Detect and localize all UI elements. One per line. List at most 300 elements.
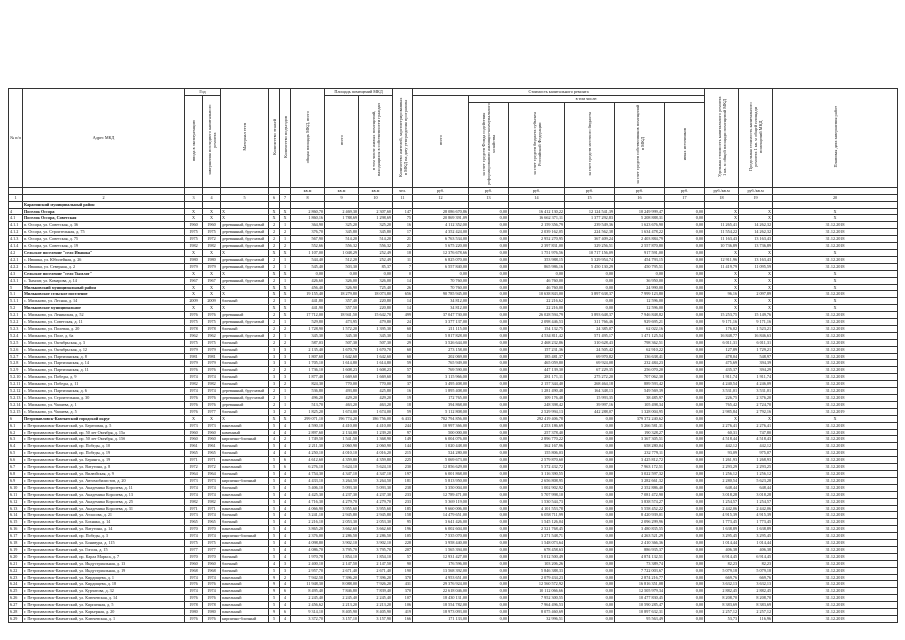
table-cell: 10 112 066,66	[509, 588, 565, 595]
table-cell: X	[773, 415, 898, 422]
table-cell: 0,00	[469, 222, 509, 229]
table-cell: 0,00	[469, 401, 509, 408]
table-cell: 31.12.2018	[773, 332, 898, 339]
table-cell: 707 062,30	[615, 374, 665, 381]
table-cell: 513,70	[291, 401, 325, 408]
table-cell: 12 505 979,34	[615, 588, 665, 595]
table-cell: 5 112 808,00	[413, 408, 469, 415]
table-cell: 0,00	[565, 477, 615, 484]
address-cell: г. Петропавловск-Камчатский, ул. Академика Королева, д. 25	[23, 498, 185, 505]
table-cell: 1974	[203, 588, 221, 595]
table-cell: деревянный, брусчатый	[221, 277, 269, 284]
table-cell: 0,00	[469, 422, 509, 429]
table-cell: 0,00	[665, 263, 705, 270]
header-deadline-text: Плановая дата завершения работ	[832, 106, 838, 168]
table-cell: 60	[393, 353, 413, 360]
table-cell: 62 022,16	[615, 325, 665, 332]
unit-cell: руб.	[509, 187, 565, 194]
header-floors	[269, 89, 280, 188]
address-cell: г. Петропавловск-Камчатский, ул. Курчатова, д. 32	[23, 588, 185, 595]
table-cell: 0,00	[665, 498, 705, 505]
table-cell: 1 970,78	[291, 553, 325, 560]
address-cell: г. Петропавловск-Камчатский, ул. Академика Королева, д. 31	[23, 505, 185, 512]
table-cell: 1973	[203, 422, 221, 429]
table-cell: 442,12	[705, 443, 739, 450]
table-cell: 1974	[203, 512, 221, 519]
table-cell: 3	[280, 360, 291, 367]
table-cell: 0,00	[665, 477, 705, 484]
table-cell: 2	[280, 243, 291, 250]
table-cell: 370	[393, 588, 413, 595]
table-cell: 31.12.2018	[773, 602, 898, 609]
table-cell: X	[280, 312, 291, 319]
table-cell: X	[773, 284, 898, 291]
table-cell: 0,00	[665, 588, 705, 595]
table-cell: 4	[280, 498, 291, 505]
table-cell: 1 107,00	[291, 249, 325, 256]
table-cell: 103 206,26	[509, 560, 565, 567]
table-cell: 4 716,30	[291, 498, 325, 505]
table-cell: 230	[393, 464, 413, 471]
table-cell: 0,00	[469, 256, 509, 263]
table-cell: 1971	[203, 505, 221, 512]
table-cell: 2 376,00	[291, 533, 325, 540]
table-row	[9, 443, 898, 450]
table-cell: 524 280,00	[413, 450, 469, 457]
table-cell: 441,80	[291, 298, 325, 305]
table-row	[9, 560, 898, 567]
address-cell: г. Петропавловск-Камчатский, ул. Кирдищева, д. 18	[23, 581, 185, 588]
table-cell: 2 147,50	[325, 560, 359, 567]
header-cost-owners-text: за счет средств собственников помещений в МКД	[634, 104, 645, 184]
unit-cell	[269, 187, 280, 194]
table-cell: 2	[269, 319, 280, 326]
address-cell: Поселок Оссора, Советская	[23, 215, 185, 222]
table-cell: 5	[269, 546, 280, 553]
table-cell: 34 812,00	[413, 298, 469, 305]
table-cell: 31.12.2018	[773, 360, 898, 367]
table-cell: 31.12.2018	[773, 470, 898, 477]
table-cell: 82,23	[705, 560, 739, 567]
table-cell: 0,00	[469, 484, 509, 491]
table-cell: 1 670,70	[325, 346, 359, 353]
table-cell: 2 874 216,77	[615, 574, 665, 581]
table-cell: 24 505,42	[565, 346, 615, 353]
table-cell: X	[705, 284, 739, 291]
table-cell: 2 957,70	[291, 567, 325, 574]
table-cell: 1961	[185, 443, 203, 450]
table-row	[9, 450, 898, 457]
table-cell: 3 662,60	[359, 526, 393, 533]
table-cell: 0,00	[469, 215, 509, 222]
table-cell: 158	[393, 512, 413, 519]
table-cell	[359, 201, 393, 208]
row-number-cell: 6.3	[9, 436, 23, 443]
table-cell: 1 565 394,00	[413, 546, 469, 553]
table-cell: 0,00	[469, 519, 509, 526]
table-cell: 1 298,69	[359, 215, 393, 222]
table-row	[9, 616, 898, 623]
table-cell: 567,90	[291, 236, 325, 243]
table-cell: 31.12.2018	[773, 457, 898, 464]
table-cell: 2 276,41	[705, 422, 739, 429]
table-cell: 310 628,43	[565, 339, 615, 346]
table-cell: 1965	[203, 450, 221, 457]
row-number-cell	[9, 201, 23, 208]
table-cell: 4	[269, 436, 280, 443]
table-cell: 1 736,10	[291, 367, 325, 374]
table-cell: 2	[269, 236, 280, 243]
table-cell: 5	[269, 519, 280, 526]
table-cell: 15 993,35	[565, 395, 615, 402]
table-cell: 6 763 534,00	[413, 236, 469, 243]
column-number-cell: 13	[469, 194, 509, 201]
table-cell: 12 856 629,00	[413, 464, 469, 471]
header-cost-total-text: всего	[438, 135, 443, 146]
table-cell: 2 671,40	[359, 567, 393, 574]
table-cell: 8 405,90	[325, 609, 359, 616]
table-cell: X	[280, 249, 291, 256]
table-cell: 2 945,80	[325, 512, 359, 519]
table-cell: 157 231,36	[509, 346, 565, 353]
section-row	[9, 415, 898, 422]
table-cell: 0,00	[665, 325, 705, 332]
table-cell	[280, 201, 291, 208]
table-cell: 202 069,00	[413, 353, 469, 360]
table-cell: деревянный, брусчатый	[221, 236, 269, 243]
table-cell: 379 372 240,62	[615, 415, 665, 422]
table-cell: 2 257,12	[739, 609, 773, 616]
address-cell: с. Мильково, ул. Полевая, д. 20	[23, 325, 185, 332]
table-cell: 2009	[203, 298, 221, 305]
table-cell: 60,31	[705, 429, 739, 436]
table-row	[9, 491, 898, 498]
table-cell: 5	[269, 477, 280, 484]
table-row	[9, 256, 898, 263]
table-cell: 3 662,60	[325, 526, 359, 533]
table-cell: 549 569,39	[615, 388, 665, 395]
table-row	[9, 319, 898, 326]
table-cell: 702 794 856,00	[413, 415, 469, 422]
table-cell: 4	[280, 505, 291, 512]
table-cell: 3	[280, 567, 291, 574]
table-cell: 1970	[185, 553, 203, 560]
table-cell: X	[203, 415, 221, 422]
table-cell: 2 286,50	[359, 533, 393, 540]
unit-cell	[203, 187, 221, 194]
table-row	[9, 325, 898, 332]
table-cell: 1978	[203, 325, 221, 332]
table-cell: 7 926,20	[359, 581, 393, 588]
table-cell: 0,00	[565, 574, 615, 581]
table-cell: 186 756,00	[359, 415, 393, 422]
table-cell: 1	[280, 395, 291, 402]
table-cell: 325,20	[325, 222, 359, 229]
table-cell: 10 717 156,09	[565, 249, 615, 256]
table-cell: 0,00	[469, 429, 509, 436]
table-cell: кирпично-блочный	[221, 477, 269, 484]
table-row	[9, 581, 898, 588]
table-cell: 10 638 843,00	[509, 291, 565, 298]
table-cell: блочный	[221, 484, 269, 491]
table-cell: 109 176,48	[509, 395, 565, 402]
table-cell: 6 001 868,00	[413, 470, 469, 477]
unit-cell	[280, 187, 291, 194]
table-cell: 12 911,96	[705, 256, 739, 263]
column-number-cell: 1	[9, 194, 23, 201]
table-cell: 31.12.2018	[773, 464, 898, 471]
table-cell: 463,20	[359, 401, 393, 408]
table-cell: X	[739, 249, 773, 256]
header-area-owned-text: в том числе жилых помещений, находящихся в собственности граждан	[370, 104, 381, 177]
table-row	[9, 546, 898, 553]
table-cell: 4 425,30	[291, 491, 325, 498]
table-cell: 3 955,60	[325, 505, 359, 512]
table-cell	[393, 201, 413, 208]
table-cell: 4	[280, 595, 291, 602]
table-cell: 5 450 130,29	[565, 263, 615, 270]
table-cell: блочный	[221, 353, 269, 360]
table-cell	[269, 201, 280, 208]
table-cell: 0,00	[469, 588, 509, 595]
table-cell: 2 468 232,86	[509, 339, 565, 346]
table-cell: 211 115,00	[413, 325, 469, 332]
table-cell: 116,96	[739, 616, 773, 623]
table-cell: 4	[280, 519, 291, 526]
table-cell: 5 329 954,74	[565, 256, 615, 263]
row-number-cell: 4.1.4	[9, 243, 23, 250]
table-cell: 1 669,60	[325, 374, 359, 381]
address-cell: с. Мильково, ул. Чапаева, д. 5	[23, 408, 185, 415]
table-cell: 499	[393, 312, 413, 319]
table-cell: 82,23	[739, 560, 773, 567]
table-cell: 31.12.2018	[773, 381, 898, 388]
table-cell: 5 369 119,00	[413, 498, 469, 505]
table-cell: 0,00	[565, 470, 615, 477]
table-cell: 3 958 440,00	[413, 540, 469, 547]
header-cost-other-text: иных источников	[682, 127, 688, 160]
table-cell: X	[280, 284, 291, 291]
table-cell: 105	[393, 533, 413, 540]
table-cell: 0,00	[665, 429, 705, 436]
table-cell: 2	[280, 574, 291, 581]
table-cell: 85,37	[359, 263, 393, 270]
table-cell: 1974	[203, 574, 221, 581]
table-cell: 5 675 220,00	[413, 243, 469, 250]
table-cell: 5 624,10	[359, 464, 393, 471]
unit-cell: чел.	[393, 187, 413, 194]
row-number-cell: 6.21	[9, 560, 23, 567]
table-row	[9, 374, 898, 381]
table-row	[9, 553, 898, 560]
table-cell: 1970	[203, 526, 221, 533]
table-cell: 3 022 597,32	[615, 470, 665, 477]
table-cell: 0,00	[413, 270, 469, 277]
table-cell: 4 279,70	[325, 498, 359, 505]
table-cell: 5	[269, 616, 280, 623]
table-cell: 190 328,27	[615, 429, 665, 436]
section-row	[9, 284, 898, 291]
table-cell: 0,00	[469, 319, 509, 326]
row-number-cell: 5.2.2	[9, 319, 23, 326]
table-cell: 16 662 371,11	[509, 215, 565, 222]
table-cell: 1 877,40	[291, 374, 325, 381]
address-cell: г. Петропавловск-Камчатский, ул. Ключевская, д. 14	[23, 595, 185, 602]
table-cell: 31.12.2018	[773, 229, 898, 236]
table-cell: 6 011,31	[705, 339, 739, 346]
table-row	[9, 602, 898, 609]
table-cell: 4 253 186,69	[509, 422, 565, 429]
table-cell: 1 911,74	[739, 374, 773, 381]
table-cell: 31.12.2018	[773, 477, 898, 484]
row-number-cell: 4.3.1	[9, 277, 23, 284]
table-cell: 13 163,43	[739, 236, 773, 243]
table-cell: 1 002 902,92	[509, 484, 565, 491]
table-cell: 3 632,13	[705, 581, 739, 588]
table-cell: 3 241,10	[291, 512, 325, 519]
table-cell: 4	[280, 581, 291, 588]
table-cell: 5 813 950,00	[413, 477, 469, 484]
table-cell: 18 430 131,00	[413, 595, 469, 602]
table-cell: 2 945,80	[359, 512, 393, 519]
column-numbers-row	[9, 194, 898, 201]
table-cell: 4	[280, 443, 291, 450]
table-cell: 1970	[203, 553, 221, 560]
table-cell: кирпично-блочный	[221, 533, 269, 540]
unit-cell: руб.	[413, 187, 469, 194]
table-cell: 1965	[185, 519, 203, 526]
table-cell: 1960	[203, 429, 221, 436]
table-cell: 2	[280, 325, 291, 332]
table-cell: 473,95	[325, 319, 359, 326]
table-cell: 176 596,00	[413, 560, 469, 567]
table-cell: 2	[280, 408, 291, 415]
table-cell: 394,39	[739, 360, 773, 367]
unit-cell	[221, 187, 269, 194]
table-cell: 2 213,20	[359, 602, 393, 609]
table-cell: 1968	[185, 567, 203, 574]
table-row	[9, 367, 898, 374]
table-cell: 31.12.2018	[773, 243, 898, 250]
table-cell: 0,00	[665, 381, 705, 388]
table-cell: 0,00	[469, 512, 509, 519]
table-cell: 4	[269, 429, 280, 436]
row-number-cell: 6.12	[9, 498, 23, 505]
row-number-cell: 6.18	[9, 540, 23, 547]
table-cell: 7 952 300,55	[509, 595, 565, 602]
table-cell: 1974	[203, 533, 221, 540]
table-cell: блочный	[221, 553, 269, 560]
table-cell: 0,00	[565, 505, 615, 512]
table-cell: 4	[280, 450, 291, 457]
address-cell: с. Мильково, ул. Лесная, д. 14	[23, 298, 185, 305]
table-cell: 0,00	[565, 581, 615, 588]
units-row	[9, 187, 898, 194]
address-cell: Сельское поселение "село Ивашка"	[23, 249, 185, 256]
table-cell: 1975	[185, 236, 203, 243]
table-cell: 228	[393, 540, 413, 547]
table-cell: панельный	[221, 526, 269, 533]
column-number-cell: 20	[773, 194, 898, 201]
table-row	[9, 519, 898, 526]
unit-cell: руб.	[469, 187, 509, 194]
table-cell: 2 245,40	[291, 595, 325, 602]
table-cell: 1 368,90	[359, 436, 393, 443]
table-cell: 1982	[203, 381, 221, 388]
table-cell: 2 097,89	[739, 291, 773, 298]
table-cell: 1979	[203, 360, 221, 367]
table-cell: 4 754,30	[291, 470, 325, 477]
table-cell: X	[269, 284, 280, 291]
table-cell: 3 295,45	[705, 533, 739, 540]
table-cell: X	[221, 284, 269, 291]
table-cell: 1974	[203, 388, 221, 395]
table-cell: X	[739, 305, 773, 312]
table-cell: панельный	[221, 457, 269, 464]
table-cell: 1	[280, 222, 291, 229]
table-cell: 0,00	[665, 616, 705, 623]
table-cell: X	[269, 291, 280, 298]
row-number-cell: 6.16	[9, 526, 23, 533]
table-cell: X	[705, 270, 739, 277]
address-cell: г. Петропавловск-Камчатский, пр. Победы, д. 10	[23, 443, 185, 450]
table-row	[9, 470, 898, 477]
table-cell: 8 383,69	[705, 602, 739, 609]
address-cell: с. Тымлат, ул. Комарова, д. 14	[23, 277, 185, 284]
table-cell: 4 359,80	[325, 457, 359, 464]
table-cell: 8 088,00	[325, 581, 359, 588]
table-cell: X	[221, 208, 269, 215]
table-cell: 238	[393, 484, 413, 491]
table-cell: 503,30	[325, 263, 359, 270]
table-cell: 16 846,63	[739, 332, 773, 339]
header-entrances	[280, 89, 291, 188]
table-cell: 220,80	[359, 305, 393, 312]
header-area-owned	[359, 95, 393, 187]
table-cell: 929 695,21	[615, 319, 665, 326]
table-cell: 0,00	[565, 546, 615, 553]
row-number-cell: 5.2.4	[9, 332, 23, 339]
table-cell: 5	[269, 553, 280, 560]
table-cell: 1 825,20	[291, 408, 325, 415]
table-cell: 353 988,15	[509, 256, 565, 263]
table-cell: X	[773, 249, 898, 256]
row-number-cell: 5.2.10	[9, 374, 23, 381]
table-cell: 39 997,16	[565, 401, 615, 408]
table-cell: 0,00	[469, 270, 509, 277]
table-cell: 4	[269, 560, 280, 567]
table-cell: блочный	[221, 567, 269, 574]
table-cell: 60	[393, 325, 413, 332]
table-cell: 0,00	[665, 540, 705, 547]
header-no: № п/п	[9, 89, 23, 188]
table-cell: 496,20	[291, 395, 325, 402]
table-cell: 4	[280, 470, 291, 477]
table-cell: X	[203, 249, 221, 256]
table-cell: 0,00	[665, 464, 705, 471]
row-number-cell: 5.2.7	[9, 353, 23, 360]
table-cell: панельный	[221, 498, 269, 505]
table-row	[9, 353, 898, 360]
section-row	[9, 208, 898, 215]
table-cell	[203, 201, 221, 208]
table-cell: 7 942,50	[291, 574, 325, 581]
table-cell: 0,00	[469, 298, 509, 305]
table-cell: 4	[280, 533, 291, 540]
table-cell: 370	[393, 574, 413, 581]
table-cell: 0,00	[665, 243, 705, 250]
table-cell: 0,00	[565, 512, 615, 519]
